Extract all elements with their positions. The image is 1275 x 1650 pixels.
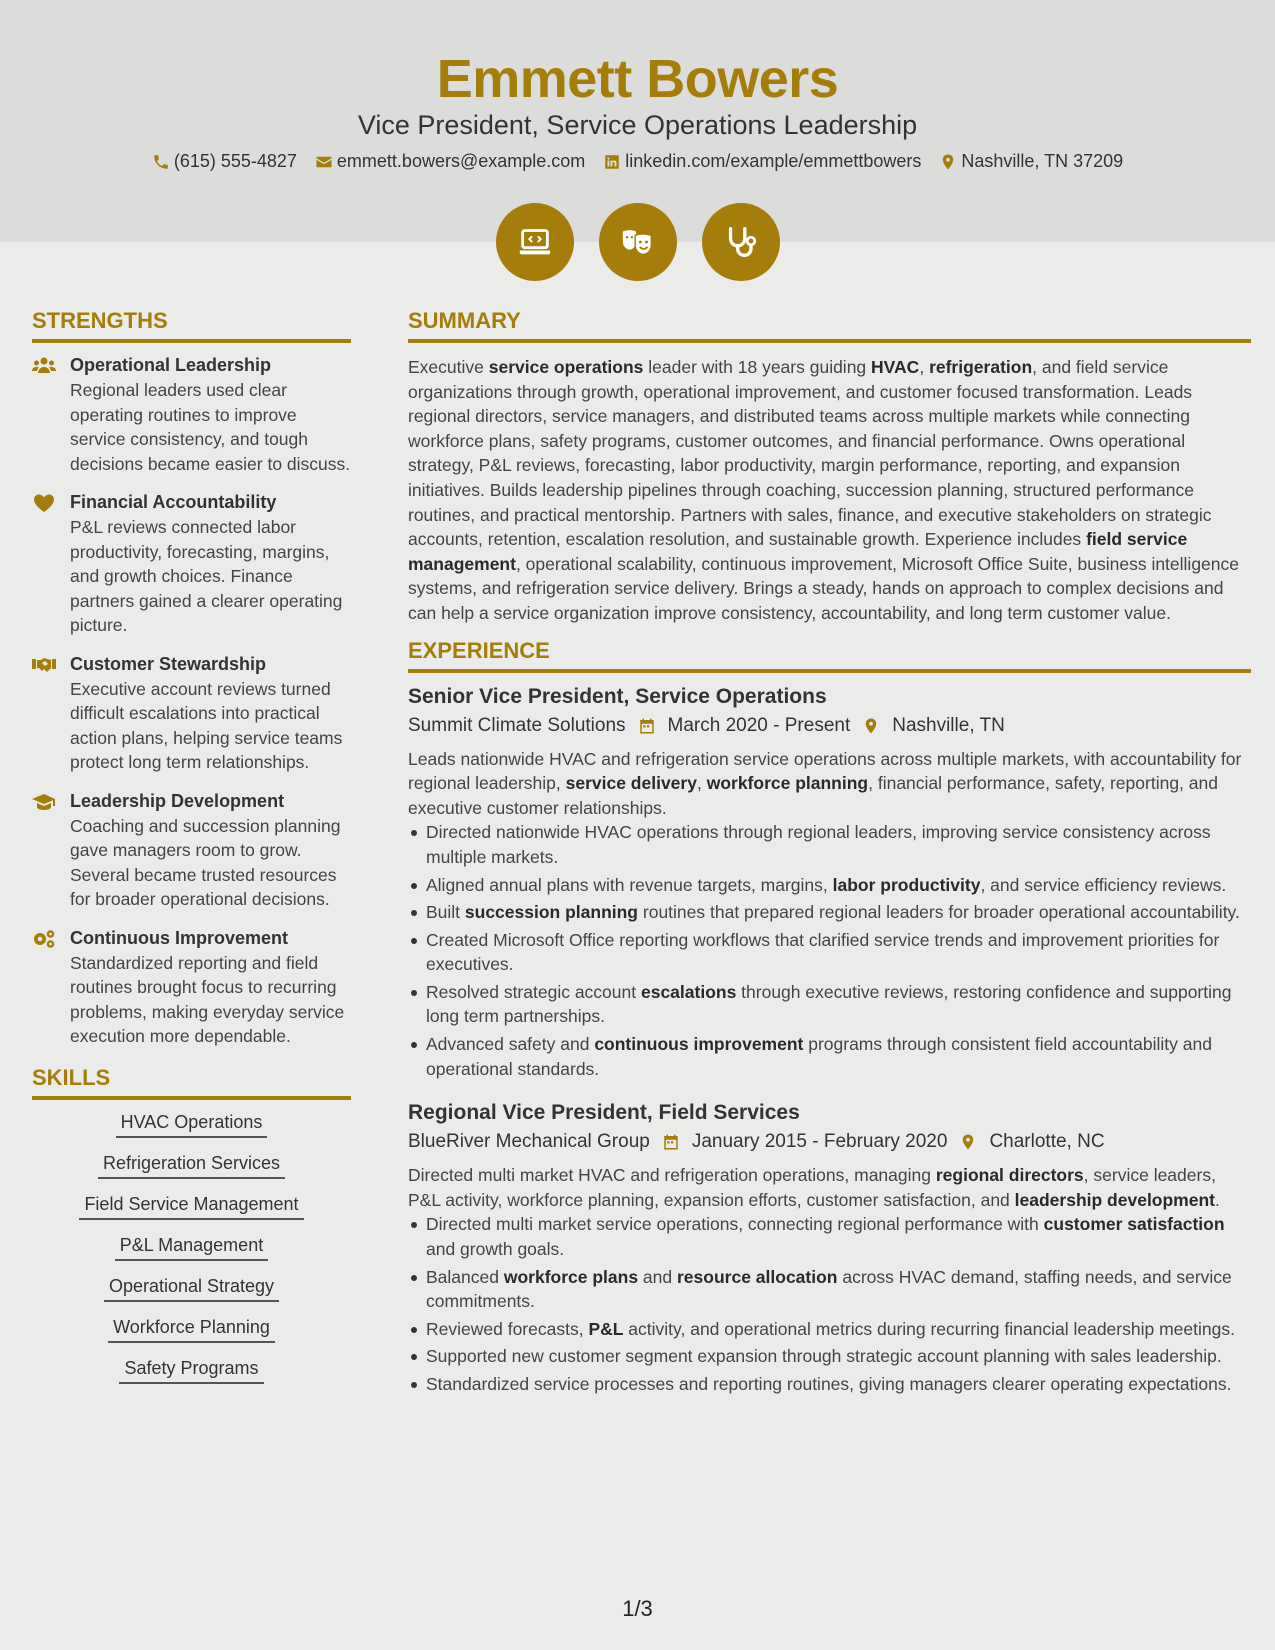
contact-location-text: Nashville, TN 37209 (961, 151, 1124, 171)
job-bullet: Resolved strategic account escalations through executive reviews, restoring confidence and supporting long term partnerships. (408, 980, 1251, 1029)
strength-item (32, 791, 351, 912)
job-dates: March 2020 - Present (667, 714, 851, 736)
strengths-heading: STRENGTHS (32, 308, 351, 343)
skill-tag: Refrigeration Services (98, 1153, 285, 1179)
skill-tag: Operational Strategy (104, 1276, 279, 1302)
strength-desc: Executive account reviews turned difficult escalations into practical action plans, helping service teams protect long term relationships. (70, 678, 343, 772)
job-meta (408, 1131, 1251, 1153)
envelope-icon (315, 153, 333, 171)
gears-icon (32, 929, 56, 949)
graduation-cap-icon (32, 792, 56, 812)
job-entry (408, 685, 1251, 1082)
job-description: Leads nationwide HVAC and refrigeration service operations across multiple markets, with accountability for regional leadership, service delivery, workforce planning, financial performance, safety, reporting, and executive customer relationships. (408, 748, 1242, 818)
strength-name: Operational Leadership (70, 355, 272, 375)
contact-email[interactable] (315, 151, 585, 172)
summary-text: Executive service operations leader with 18 years guiding HVAC, refrigeration, and field service organizations through growth, operational improvement, and customer focused transformation. Leads regional directors, service managers, and distributed teams across multiple markets while connecting workforce plans, safety programs, customer outcomes, and financial performance. Owns operational strategy, P&L reviews, forecasting, labor productivity, margin performance, reporting, and expansion initiatives. Builds leadership pipelines through coaching, succession planning, structured performance routines, and practical mentorship. Partners with sales, finance, and executive stakeholders on strategic accounts, retention, escalation resolution, and sustainable growth. Experience includes field service management, operational scalability, continuous improvement, Microsoft Office Suite, business intelligence systems, and refrigeration service delivery. Brings a steady, hands on approach to complex decisions and can help a service organization improve consistency, accountability, and long term customer value. (408, 357, 1239, 623)
phone-icon (152, 153, 170, 171)
map-pin-icon (939, 153, 957, 171)
theater-masks-badge (599, 203, 677, 281)
map-pin-icon (959, 1133, 977, 1151)
strength-item (32, 928, 351, 1049)
job-bullet: Standardized service processes and reporting routines, giving managers clearer operating expectations. (408, 1372, 1251, 1397)
job-bullet: Balanced workforce plans and resource allocation across HVAC demand, staffing needs, and service commitments. (408, 1265, 1251, 1314)
job-title: Senior Vice President, Service Operations (408, 684, 827, 708)
job-title: Regional Vice President, Field Services (408, 1101, 800, 1125)
candidate-name: Emmett Bowers (436, 49, 839, 109)
job-bullet: Reviewed forecasts, P&L activity, and operational metrics during recurring financial leadership meetings. (408, 1317, 1251, 1342)
skill-tag: Field Service Management (79, 1194, 303, 1220)
strength-item (32, 654, 351, 775)
job-bullet: Supported new customer segment expansion through strategic account planning with sales leadership. (408, 1344, 1251, 1369)
contact-location (939, 151, 1123, 172)
strength-name: Financial Accountability (70, 492, 277, 512)
contact-row (0, 151, 1275, 172)
right-column (408, 308, 1251, 1400)
contact-email-text: emmett.bowers@example.com (336, 151, 586, 171)
laptop-code-icon (516, 223, 554, 261)
contact-linkedin[interactable] (603, 151, 921, 172)
strength-name: Leadership Development (70, 790, 285, 811)
stethoscope-icon (722, 223, 760, 261)
job-location: Nashville, TN (892, 714, 1005, 736)
strength-desc: Regional leaders used clear operating routines to improve service consistency, and tough decisions became easier to discuss. (70, 380, 351, 474)
skill-tag: Workforce Planning (108, 1317, 275, 1343)
map-pin-icon (862, 717, 880, 735)
job-description: Directed multi market HVAC and refrigeration operations, managing regional directors, service leaders, P&L activity, workforce planning, expansion efforts, customer satisfaction, and leadership development. (408, 1165, 1220, 1210)
job-bullet: Aligned annual plans with revenue targets, margins, labor productivity, and service efficiency reviews. (408, 873, 1251, 898)
skill-list (32, 1112, 351, 1384)
contact-phone[interactable] (152, 151, 297, 172)
strength-name: Customer Stewardship (70, 653, 267, 674)
strength-desc: P&L reviews connected labor productivity, forecasting, margins, and growth choices. Finance partners gained a clearer operating picture. (70, 517, 343, 635)
job-bullet: Directed multi market service operations, connecting regional performance with customer satisfaction and growth goals. (408, 1212, 1251, 1261)
users-icon (32, 356, 56, 376)
job-company: Summit Climate Solutions (408, 714, 626, 736)
job-dates: January 2015 - February 2020 (691, 1131, 948, 1153)
skill-tag: P&L Management (115, 1235, 268, 1261)
theater-masks-icon (619, 223, 657, 261)
calendar-icon (662, 1133, 680, 1151)
page-number: 1/3 (622, 1596, 653, 1621)
linkedin-icon (603, 153, 621, 171)
job-meta (408, 715, 1251, 737)
strength-item (32, 355, 351, 476)
stethoscope-badge (702, 203, 780, 281)
skill-tag: Safety Programs (119, 1358, 263, 1384)
skills-section (32, 1065, 351, 1384)
contact-phone-text: (615) 555-4827 (173, 151, 297, 171)
contact-linkedin-text: linkedin.com/example/emmettbowers (625, 151, 922, 171)
candidate-title: Vice President, Service Operations Leadership (357, 110, 918, 140)
job-bullets (408, 1212, 1251, 1396)
experience-heading: EXPERIENCE (408, 638, 1251, 673)
strength-item (32, 492, 351, 638)
skill-tag: HVAC Operations (116, 1112, 268, 1138)
strength-desc: Standardized reporting and field routines brought focus to recurring problems, making everyday service execution more dependable. (70, 952, 345, 1046)
strength-name: Continuous Improvement (70, 927, 289, 948)
badge-row (0, 203, 1275, 281)
job-bullet: Directed nationwide HVAC operations through regional leaders, improving service consistency across multiple markets. (408, 820, 1251, 869)
job-company: BlueRiver Mechanical Group (408, 1131, 650, 1153)
summary-heading: SUMMARY (408, 308, 1251, 343)
skills-heading: SKILLS (32, 1065, 351, 1100)
handshake-icon (32, 655, 56, 675)
laptop-code-badge (496, 203, 574, 281)
job-bullet: Advanced safety and continuous improvement programs through consistent field accountability and operational standards. (408, 1032, 1251, 1081)
calendar-icon (638, 717, 656, 735)
job-bullet: Created Microsoft Office reporting workflows that clarified service trends and improvement priorities for executives. (408, 928, 1251, 977)
strength-desc: Coaching and succession planning gave managers room to grow. Several became trusted resources for broader operational decisions. (70, 815, 341, 909)
job-location: Charlotte, NC (989, 1131, 1105, 1153)
job-entry (408, 1101, 1251, 1396)
job-bullet: Built succession planning routines that prepared regional leaders for broader operational accountability. (408, 900, 1251, 925)
heart-icon (32, 493, 56, 513)
left-column (32, 308, 351, 1384)
job-bullets (408, 820, 1251, 1081)
